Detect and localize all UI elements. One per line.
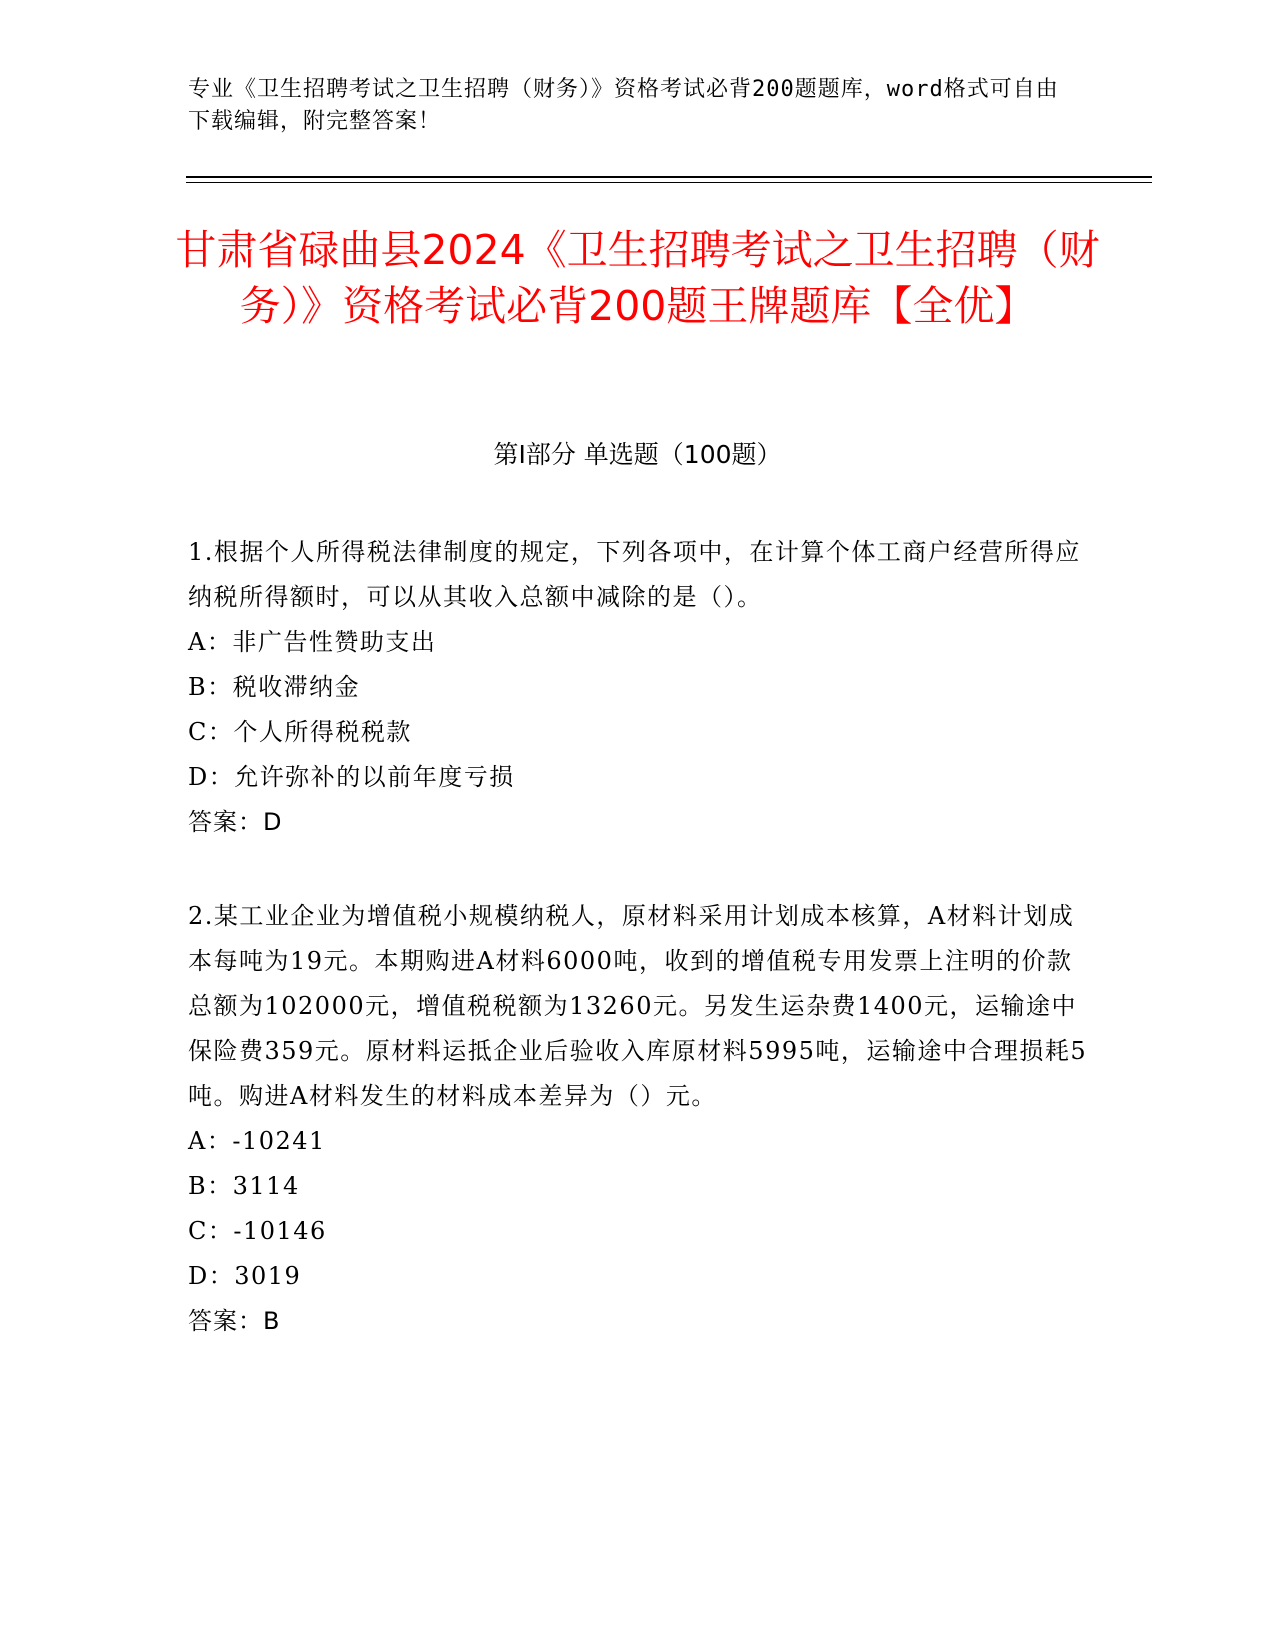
answer: 答案：B <box>188 1307 281 1335</box>
option-c: C：-10146 <box>188 1217 327 1245</box>
section-title: 第Ⅰ部分 单选题（100题） <box>493 440 782 469</box>
answer: 答案：D <box>188 808 283 836</box>
question-2 <box>188 894 1088 1344</box>
option-b: B：3114 <box>188 1172 300 1200</box>
question-stem: 2.某工业企业为增值税小规模纳税人，原材料采用计划成本核算，A材料计划成本每吨为19元。本期购进A材料6000吨，收到的增值税专用发票上注明的价款总额为102000元，增值税税额为13260元。另发生运杂费1400元，运输途中保险费359元。原材料运抵企业后验收入库原材料5995吨，运输途中合理损耗5吨。购进A材料发生的材料成本差异为（）元。 <box>188 902 1088 1110</box>
header-note: 专业《卫生招聘考试之卫生招聘（财务）》资格考试必背200题题库，word格式可自由下载编辑，附完整答案！ <box>188 77 1059 134</box>
option-b: B：税收滞纳金 <box>188 673 361 701</box>
header-divider <box>186 176 1152 178</box>
question-1 <box>188 530 1088 845</box>
option-a: A：-10241 <box>188 1127 326 1155</box>
option-c: C：个人所得税税款 <box>188 718 412 746</box>
option-a: A：非广告性赞助支出 <box>188 628 437 656</box>
question-stem: 1.根据个人所得税法律制度的规定，下列各项中，在计算个体工商户经营所得应纳税所得额时，可以从其收入总额中减除的是（）。 <box>188 538 1081 611</box>
header-divider-thin <box>186 182 1152 183</box>
option-d: D：允许弥补的以前年度亏损 <box>188 763 515 791</box>
option-d: D：3019 <box>188 1262 302 1290</box>
document-title: 甘肃省碌曲县2024《卫生招聘考试之卫生招聘（财务）》资格考试必背200题王牌题库【全优】 <box>175 226 1100 330</box>
